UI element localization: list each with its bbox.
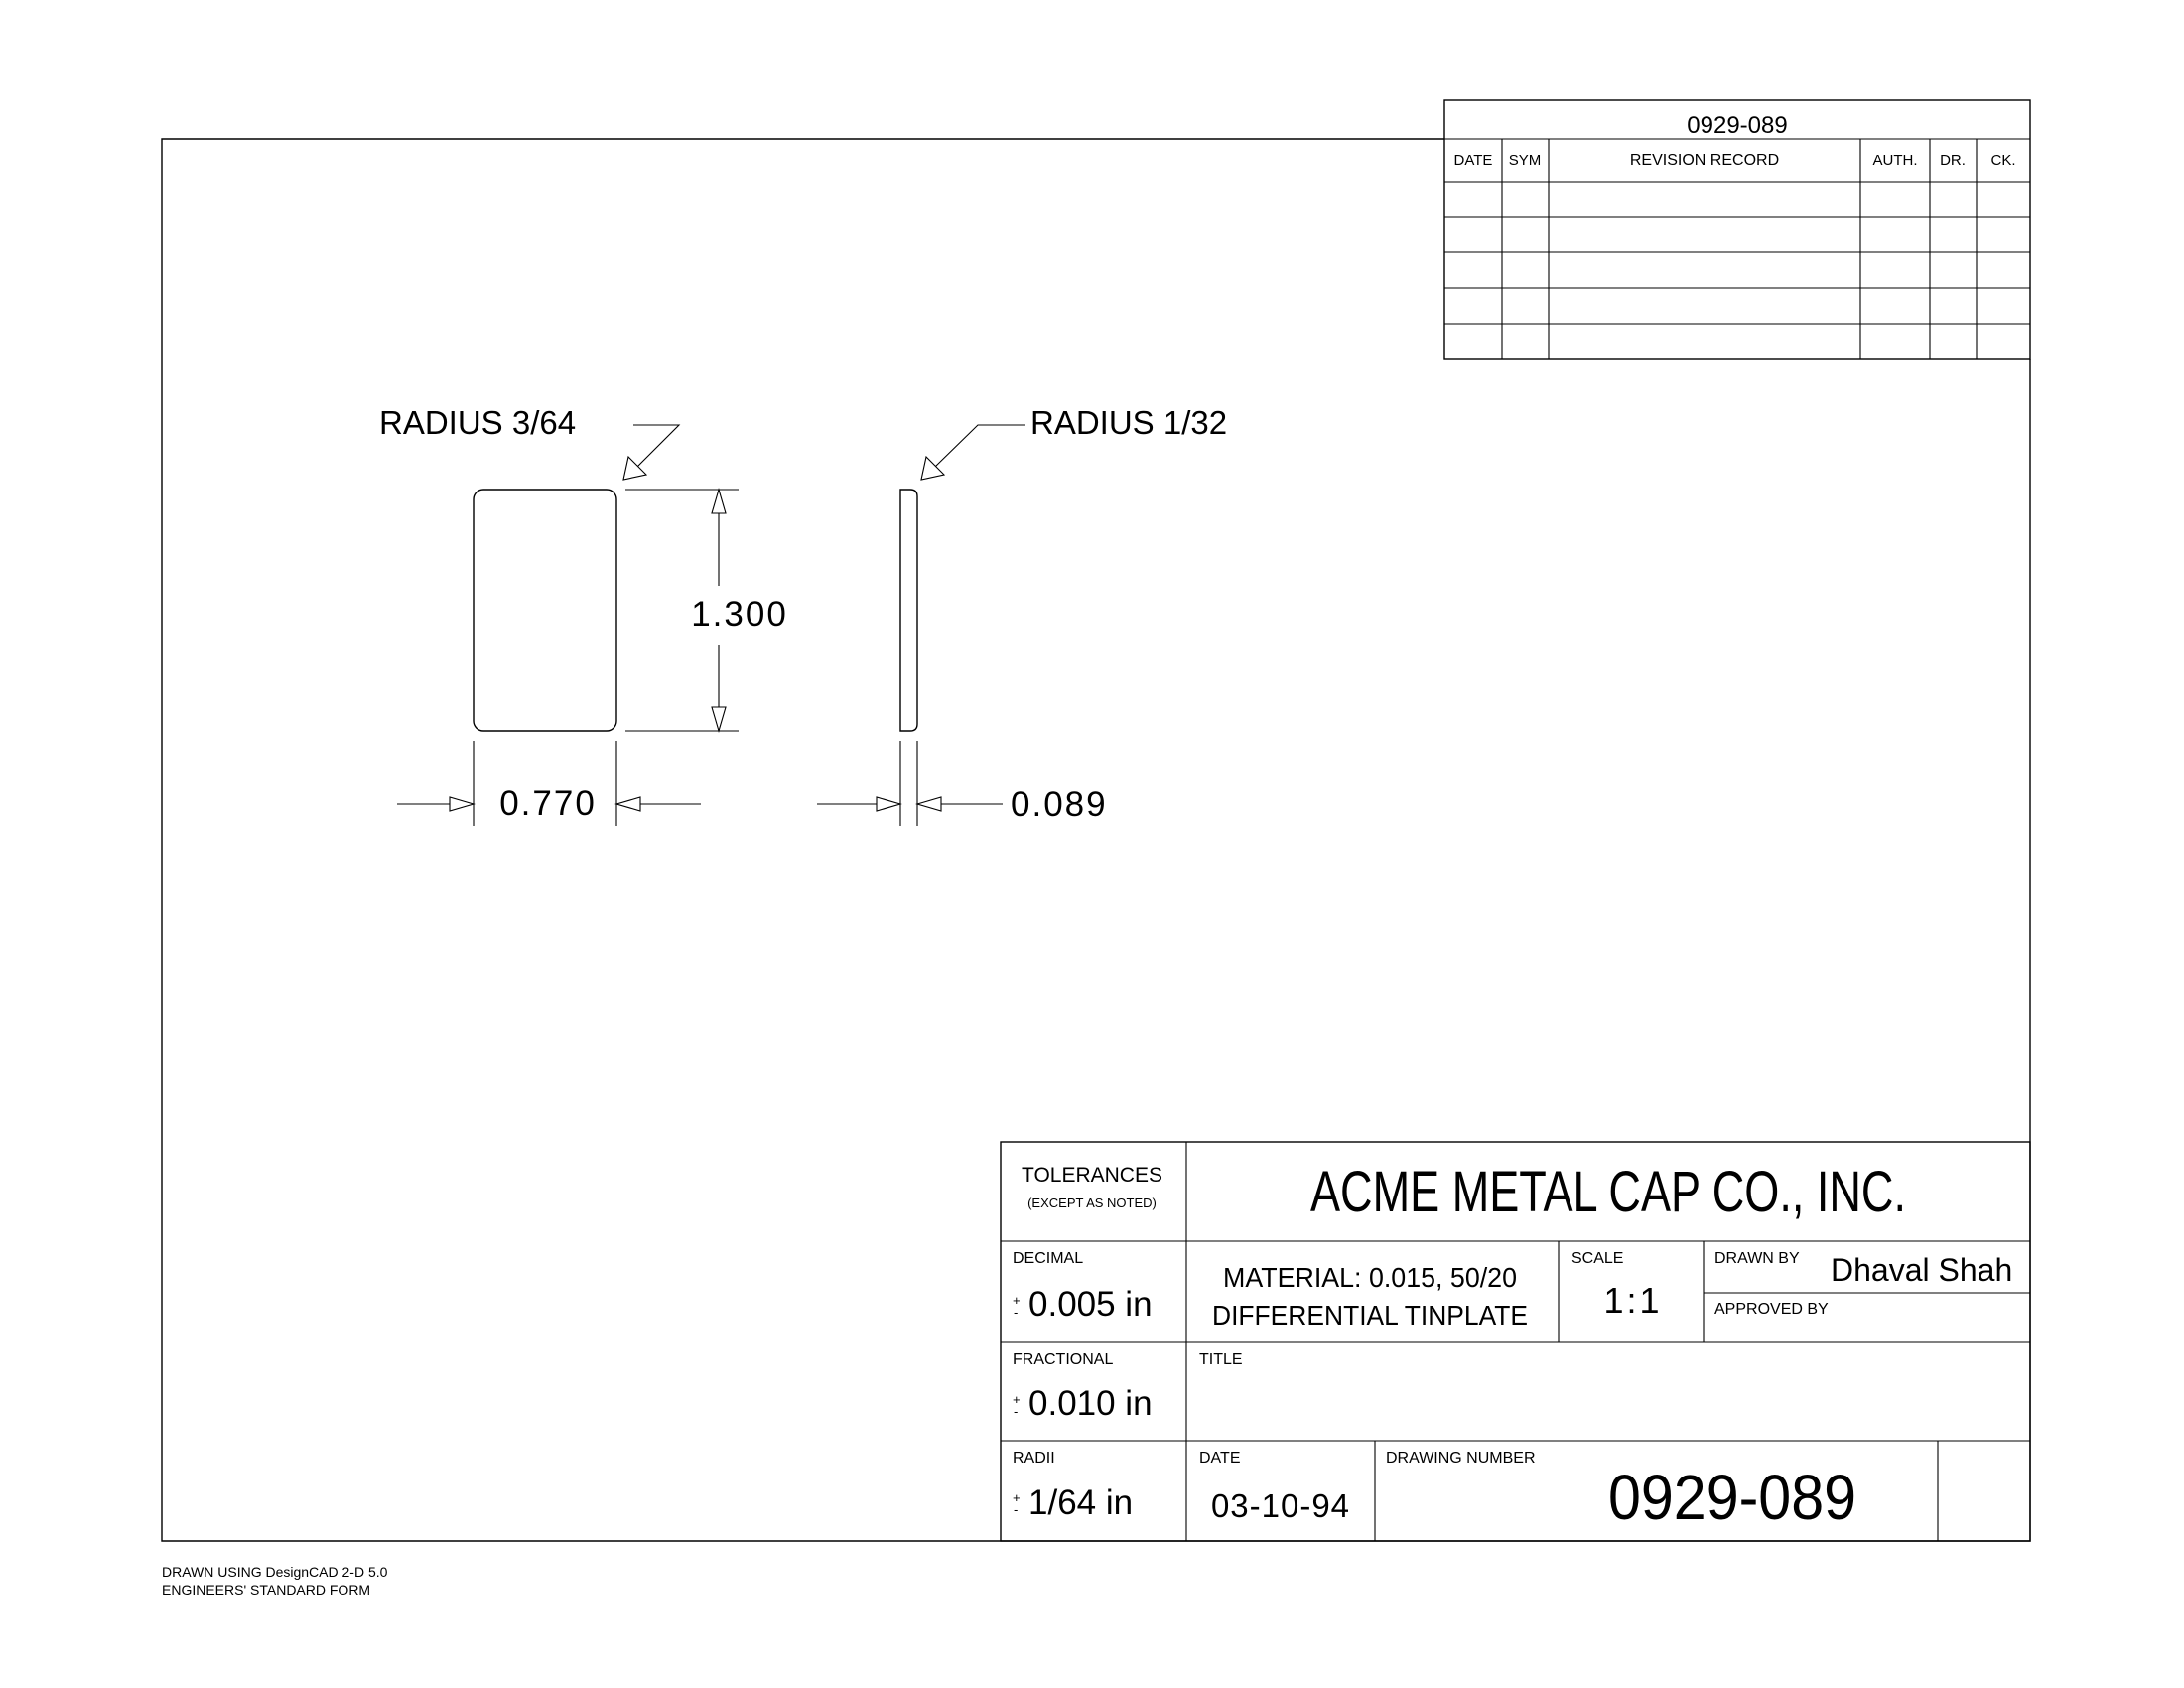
radius-left-callout: [379, 404, 679, 480]
fractional-plus: +: [1013, 1392, 1021, 1407]
footer-line-1: DRAWN USING DesignCAD 2-D 5.0: [162, 1564, 388, 1580]
rev-header-record: REVISION RECORD: [1629, 152, 1780, 169]
rev-header-sym: SYM: [1508, 152, 1542, 169]
drawing-number-value: 0929-089: [1608, 1462, 1856, 1533]
radius-left-label: RADIUS 3/64: [379, 404, 577, 441]
height-dimension: [625, 490, 788, 731]
title-block: [1001, 1142, 2030, 1541]
radii-label: RADII: [1013, 1450, 1055, 1467]
rev-header-date: DATE: [1453, 152, 1493, 169]
thickness-dimension-value: 0.089: [1011, 785, 1108, 824]
material-line-2: DIFFERENTIAL TINPLATE: [1212, 1300, 1528, 1331]
rev-header-ck: CK.: [1990, 152, 2016, 169]
radii-value: 1/64 in: [1028, 1483, 1134, 1522]
radius-right-callout: [921, 404, 1227, 480]
height-dimension-value: 1.300: [691, 595, 788, 633]
footer-notes: [162, 1564, 388, 1598]
revision-drawing-number: 0929-089: [1687, 112, 1788, 139]
title-label: TITLE: [1199, 1351, 1243, 1368]
company-name: ACME METAL CAP CO., INC.: [1310, 1160, 1906, 1224]
tolerances-label: TOLERANCES: [1022, 1164, 1162, 1187]
rev-header-auth: AUTH.: [1872, 152, 1918, 169]
date-value: 03-10-94: [1210, 1487, 1351, 1524]
approved-by-label: APPROVED BY: [1714, 1301, 1829, 1318]
drawn-by-label: DRAWN BY: [1714, 1250, 1800, 1267]
scale-value: 1:1: [1603, 1280, 1663, 1321]
width-dimension-value: 0.770: [499, 784, 597, 823]
drawing-border: [162, 139, 2030, 1541]
rev-header-dr: DR.: [1940, 152, 1966, 169]
drawn-by-value: Dhaval Shah: [1831, 1252, 2013, 1288]
material-line-1: MATERIAL: 0.015, 50/20: [1223, 1262, 1517, 1293]
decimal-plus: +: [1013, 1293, 1021, 1308]
radius-right-label: RADIUS 1/32: [1030, 404, 1228, 441]
fractional-label: FRACTIONAL: [1013, 1351, 1114, 1368]
tolerances-note: (EXCEPT AS NOTED): [1027, 1196, 1157, 1210]
width-dimension: [397, 741, 701, 826]
footer-line-2: ENGINEERS' STANDARD FORM: [162, 1582, 371, 1598]
decimal-label: DECIMAL: [1013, 1250, 1084, 1267]
part-side-view: [900, 490, 917, 731]
fractional-value: 0.010 in: [1028, 1384, 1153, 1423]
fractional-minus: -: [1014, 1404, 1019, 1419]
decimal-minus: -: [1014, 1305, 1019, 1320]
date-label: DATE: [1199, 1450, 1241, 1467]
drawing-number-label: DRAWING NUMBER: [1386, 1450, 1536, 1467]
radii-plus: +: [1013, 1490, 1021, 1505]
part-front-view: [474, 490, 616, 731]
scale-label: SCALE: [1571, 1250, 1624, 1267]
decimal-value: 0.005 in: [1028, 1285, 1153, 1324]
radii-minus: -: [1014, 1502, 1019, 1517]
revision-block: [1444, 100, 2030, 359]
thickness-dimension: [817, 741, 1108, 826]
